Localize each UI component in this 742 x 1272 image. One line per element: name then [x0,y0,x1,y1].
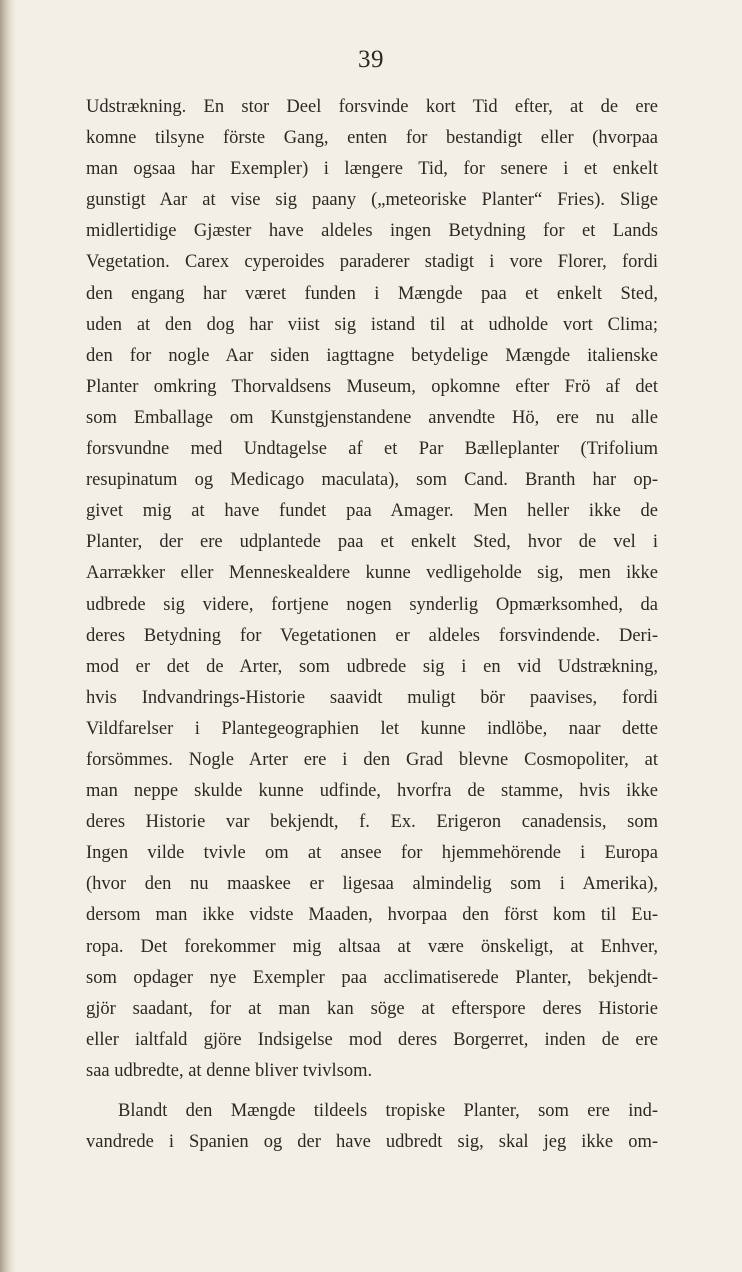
text-line: forsömmes. Nogle Arter ere i den Grad blevne Cosmopoliter, at [86,749,658,770]
text-line: mod er det de Arter, som udbrede sig i en vid Udstrækning, [86,656,658,677]
text-line: Vegetation. Carex cyperoides paraderer stadigt i vore Florer, fordi [86,252,658,273]
text-line: (hvor den nu maaskee er ligesaa almindelig som i Amerika), [86,874,658,895]
paragraph-gap [86,1087,658,1096]
text-line: uden at den dog har viist sig istand til at udholde vort Clima; [86,314,658,335]
text-line: saa udbredte, at denne bliver tvivlsom. [86,1060,373,1081]
text-line: ropa. Det forekommer mig altsaa at være önskeligt, at Enhver, [86,936,658,957]
text-line: Planter, der ere udplantede paa et enkelt Sted, hvor de vel i [86,532,658,553]
text-line: eller ialtfald gjöre Indsigelse mod deres Borgerret, inden de ere [86,1029,658,1050]
text-line: den engang har været funden i Mængde paa et enkelt Sted, [86,283,658,304]
text-line: gjör saadant, for at man kan söge at efterspore deres Historie [86,998,658,1019]
text-line: Planter omkring Thorvaldsens Museum, opkomne efter Frö af det [86,376,658,397]
text-line: deres Betydning for Vegetationen er aldeles forsvindende. Deri- [86,625,658,646]
text-line: udbrede sig videre, fortjene nogen synderlig Opmærksomhed, da [86,594,658,615]
text-line: Vildfarelser i Plantegeographien let kunne indlöbe, naar dette [86,718,658,739]
text-line: givet mig at have fundet paa Amager. Men heller ikke de [86,501,658,522]
text-line: resupinatum og Medicago maculata), som Cand. Branth har op- [86,470,658,491]
text-line: dersom man ikke vidste Maaden, hvorpaa den först kom til Eu- [86,905,658,926]
page-number: 39 [358,46,384,73]
text-line: man ogsaa har Exempler) i længere Tid, for senere i et enkelt [86,159,658,180]
text-line: den for nogle Aar siden iagttagne betydelige Mængde italienske [86,345,658,366]
paragraph-1 [86,92,658,1087]
page-spine-shadow [0,0,16,1272]
text-line: deres Historie var bekjendt, f. Ex. Erigeron canadensis, som [86,812,658,833]
text-line: hvis Indvandrings-Historie saavidt muligt bör paavises, fordi [86,687,658,708]
text-line: som Emballage om Kunstgjenstandene anvendte Hö, ere nu alle [86,407,658,428]
text-line: midlertidige Gjæster have aldeles ingen Betydning for et Lands [86,221,658,242]
text-line: Ingen vilde tvivle om at ansee for hjemmehörende i Europa [86,843,658,864]
text-line: komne tilsyne förste Gang, enten for bestandigt eller (hvorpaa [86,128,658,149]
paragraph-2 [86,1096,658,1158]
text-line: Blandt den Mængde tildeels tropiske Planter, som ere ind- [118,1101,658,1121]
text-line: gunstigt Aar at vise sig paany („meteoriske Planter“ Fries). Slige [86,190,658,211]
text-line: Udstrækning. En stor Deel forsvinde kort Tid efter, at de ere [86,97,658,117]
text-line: forsvundne med Undtagelse af et Par Bælleplanter (Trifolium [86,439,658,460]
text-line: man neppe skulde kunne udfinde, hvorfra de stamme, hvis ikke [86,781,658,802]
text-line: vandrede i Spanien og der have udbredt sig, skal jeg ikke om- [86,1132,658,1153]
text-line: Aarrækker eller Menneskealdere kunne vedligeholde sig, men ikke [86,563,658,584]
text-line: som opdager nye Exempler paa acclimatiserede Planter, bekjendt- [86,967,658,988]
body-text [86,92,658,1158]
